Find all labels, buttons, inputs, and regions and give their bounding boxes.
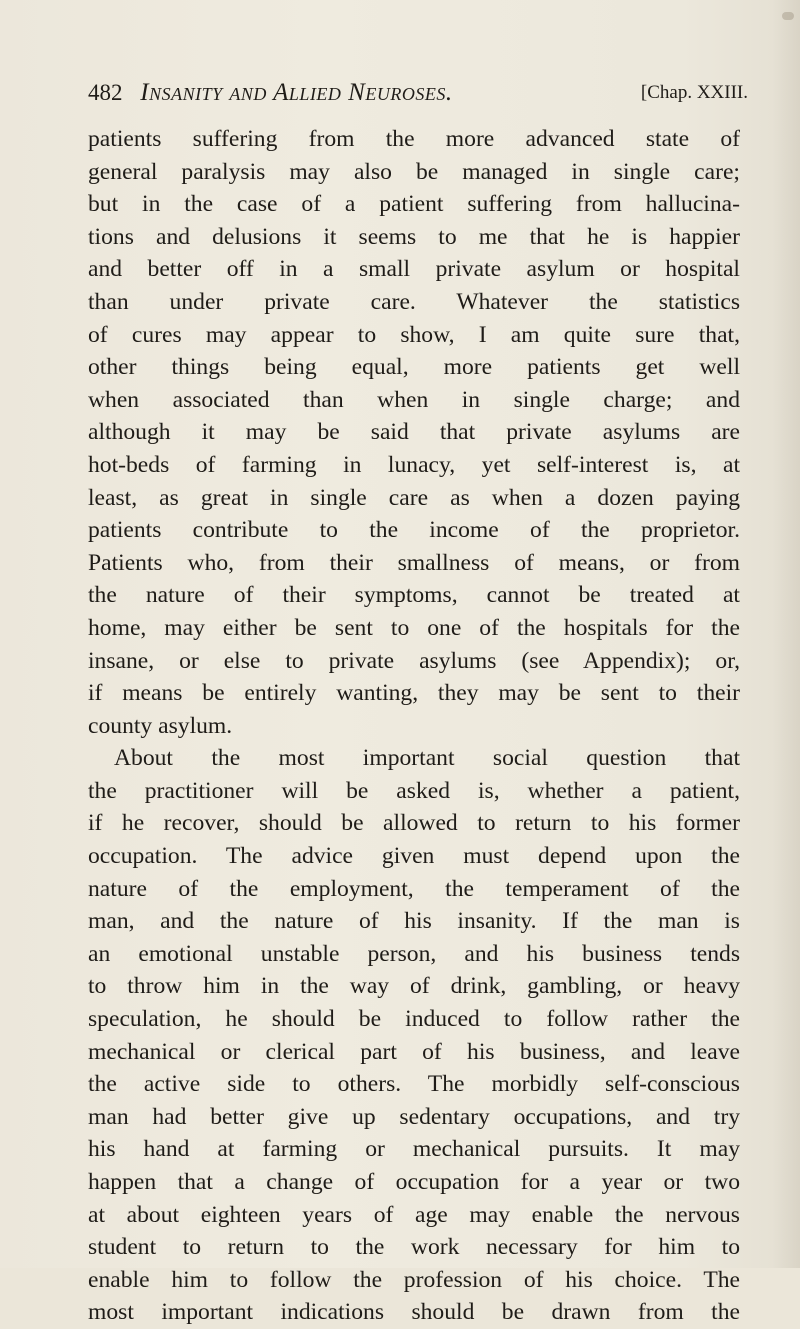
text-line: Patients who, from their smallness of means, or from: [88, 549, 740, 576]
text-line: but in the case of a patient suffering from hallucina-: [88, 191, 740, 218]
text-line: the nature of their symptoms, cannot be treated at: [88, 582, 740, 609]
text-line: man, and the nature of his insanity. If the man is: [88, 908, 740, 935]
chapter-label: [Chap. XXIII.: [640, 82, 748, 103]
text-line: the practitioner will be asked is, whether a patient,: [88, 777, 740, 804]
text-line: mechanical or clerical part of his business, and leave: [88, 1038, 740, 1065]
text-line: insane, or else to private asylums (see Appendix); or,: [88, 647, 740, 674]
text-line: the active side to others. The morbidly self-conscious: [88, 1071, 740, 1098]
text-line: patients contribute to the income of the proprietor.: [88, 517, 740, 544]
text-line: at about eighteen years of age may enable the nervous: [88, 1201, 740, 1228]
text-line: general paralysis may also be managed in single care;: [88, 158, 740, 185]
text-line: most important indications should be drawn from the: [88, 1299, 740, 1326]
text-line: occupation. The advice given must depend upon the: [88, 843, 740, 870]
text-line: an emotional unstable person, and his business tends: [88, 940, 740, 967]
text-line: to throw him in the way of drink, gambling, or heavy: [88, 973, 740, 1000]
text-line: home, may either be sent to one of the hospitals for the: [88, 614, 740, 641]
text-line: nature of the employment, the temperament of the: [88, 875, 740, 902]
text-line: than under private care. Whatever the statistics: [88, 288, 740, 315]
paragraph-first-line: About the most important social question that: [114, 745, 740, 772]
text-line: county asylum.: [88, 712, 233, 739]
text-line: when associated than when in single charge; and: [88, 386, 740, 413]
running-head: [88, 76, 748, 110]
scan-speck: [782, 12, 794, 20]
text-line: hot-beds of farming in lunacy, yet self-interest is, at: [88, 451, 740, 478]
text-line: least, as great in single care as when a dozen paying: [88, 484, 740, 511]
text-line: of cures may appear to show, I am quite sure that,: [88, 321, 740, 348]
page-edge-shadow: [772, 0, 800, 1268]
text-line: his hand at farming or mechanical pursuits. It may: [88, 1136, 740, 1163]
text-line: patients suffering from the more advanced state of: [88, 126, 740, 152]
text-line: if means be entirely wanting, they may be sent to their: [88, 680, 740, 707]
text-line: tions and delusions it seems to me that he is happier: [88, 223, 740, 250]
text-line: and better off in a small private asylum or hospital: [88, 256, 740, 283]
text-line: speculation, he should be induced to follow rather the: [88, 1006, 740, 1033]
running-title: Insanity and Allied Neuroses.: [140, 79, 453, 106]
text-line: if he recover, should be allowed to return to his former: [88, 810, 740, 837]
text-line: man had better give up sedentary occupations, and try: [88, 1103, 740, 1130]
text-line: enable him to follow the profession of his choice. The: [88, 1266, 740, 1293]
text-line: other things being equal, more patients get well: [88, 354, 740, 381]
text-line: although it may be said that private asylums are: [88, 419, 740, 446]
text-line: happen that a change of occupation for a year or two: [88, 1169, 740, 1195]
body-text: [88, 123, 740, 1329]
page-number: 482: [88, 80, 123, 105]
text-line: student to return to the work necessary for him to: [88, 1234, 740, 1261]
